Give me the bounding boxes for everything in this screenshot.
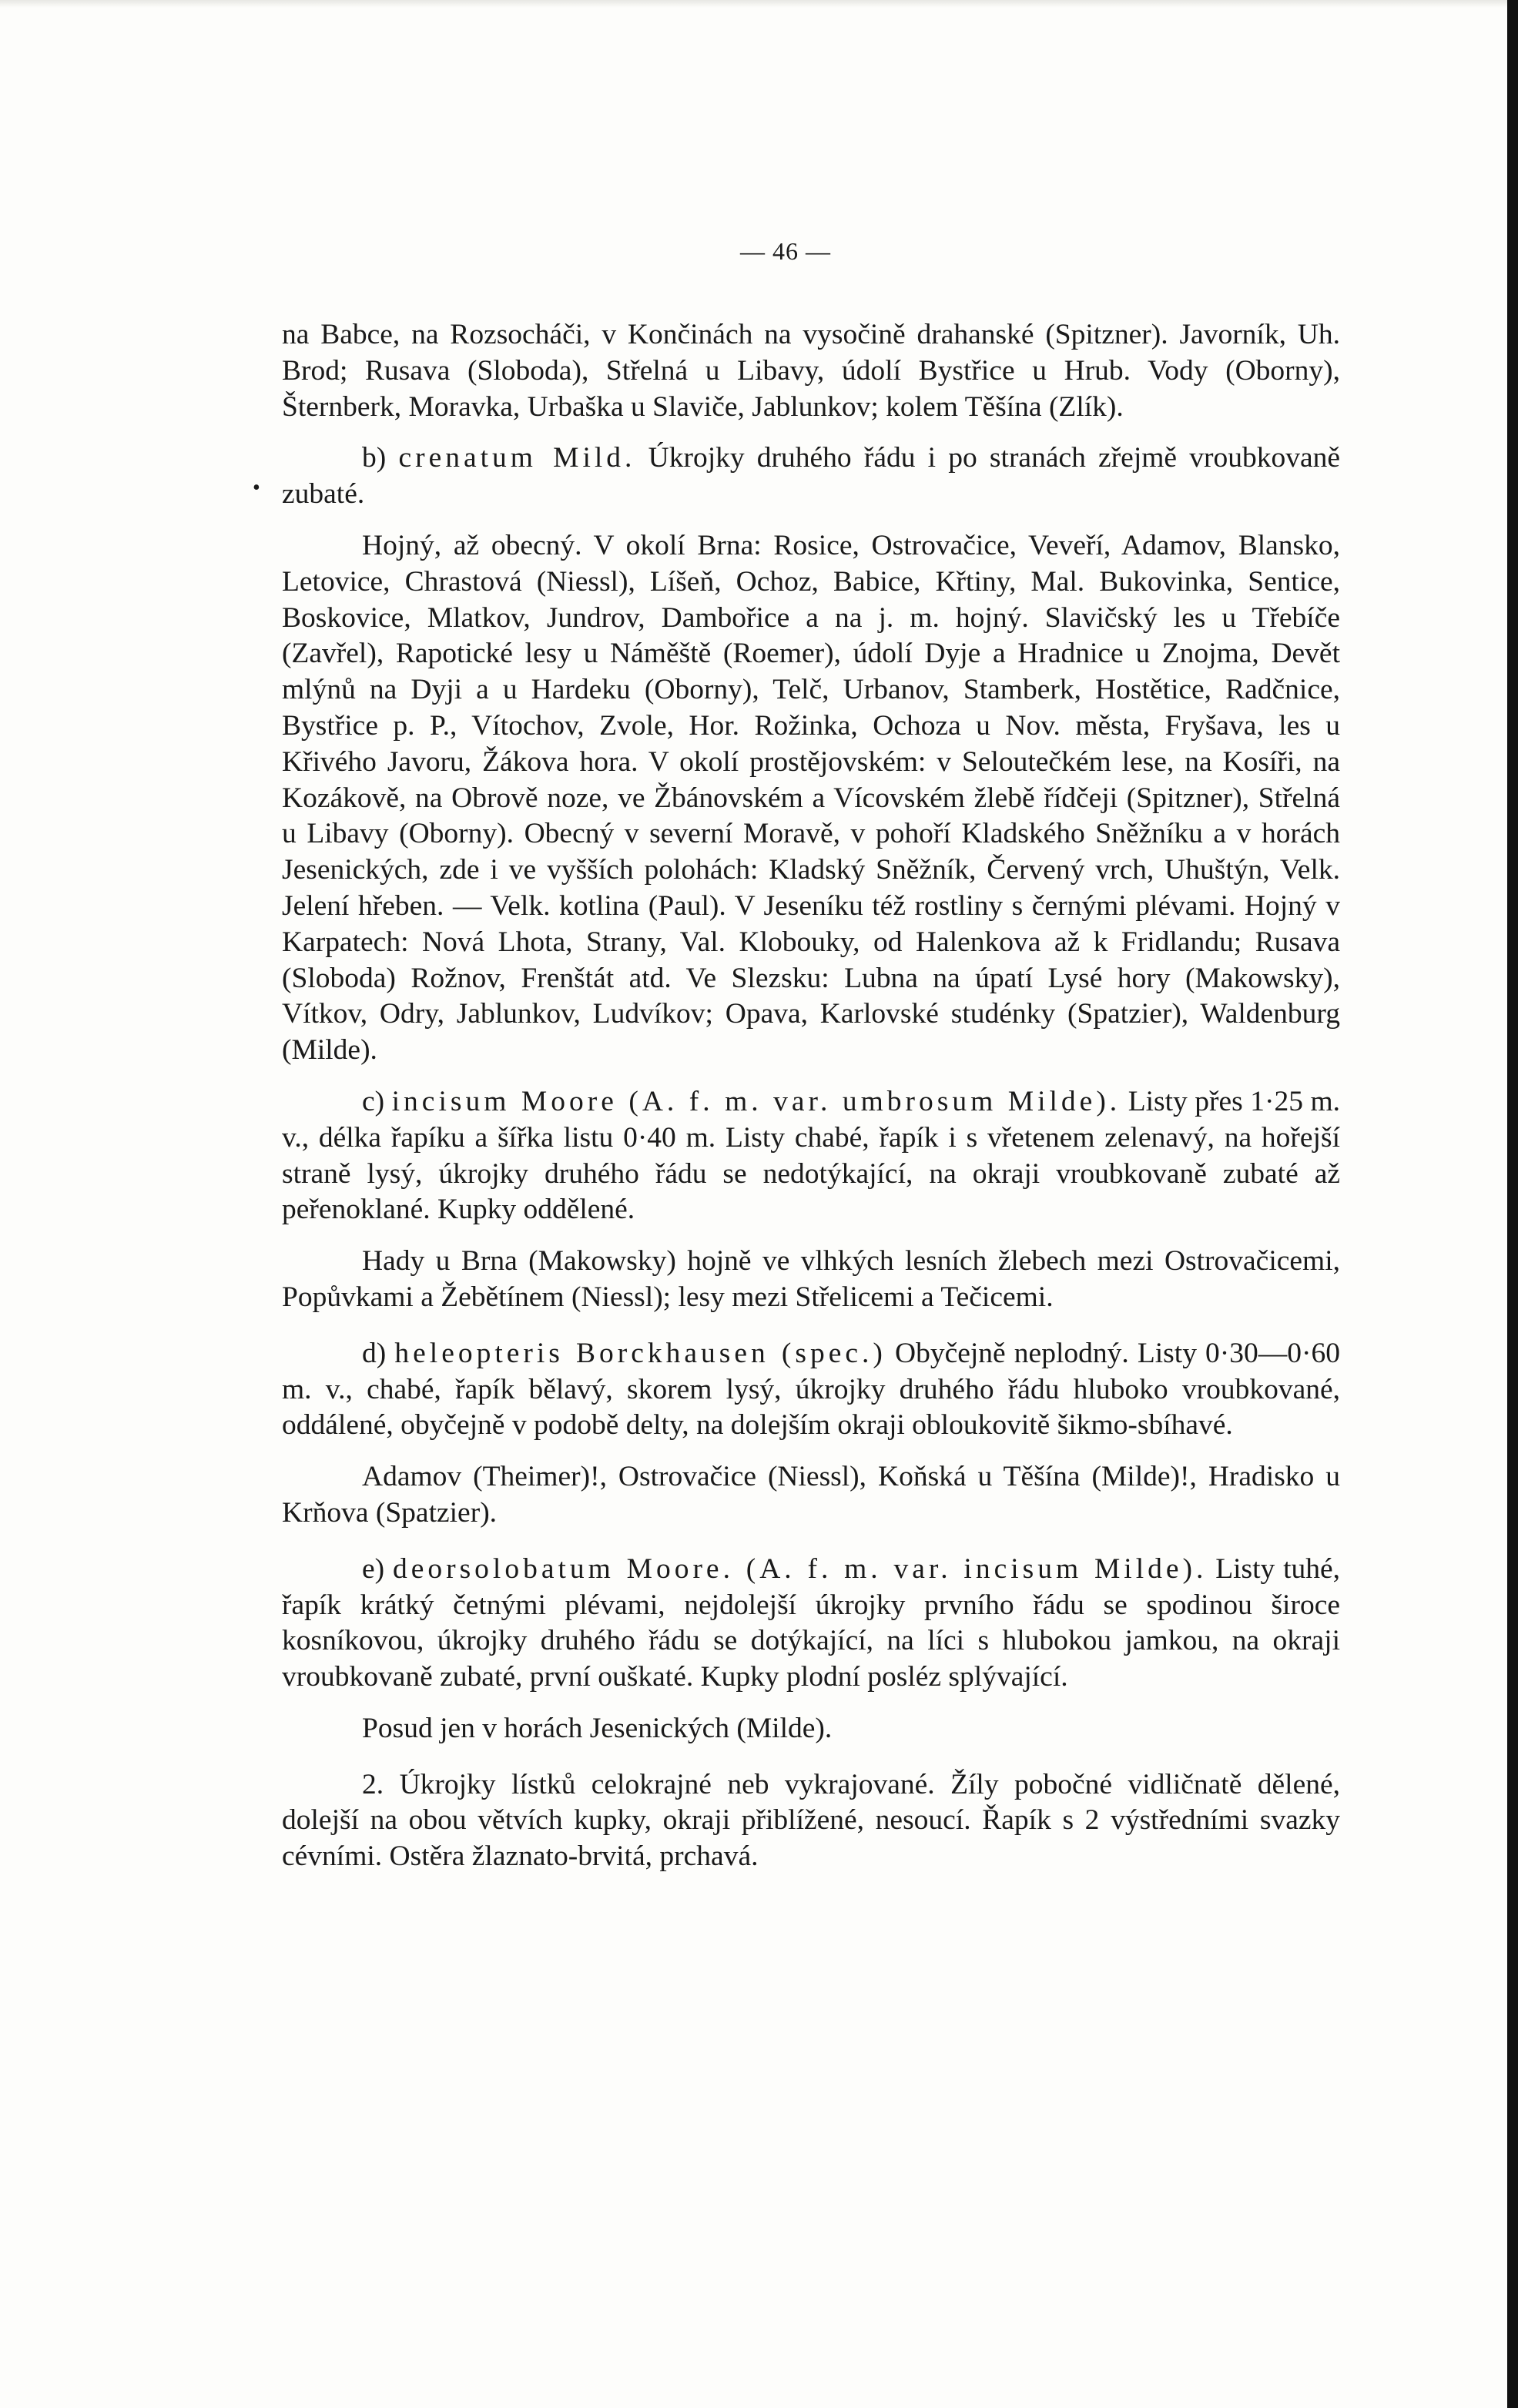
section-description: Úkrojky lístků celokrajné neb vykrajované. Žíly pobočné vidličnatě dělené, dolejší na obou větvích kupky, okraji přiblížené, nesoucí. Řapík s 2 výstředními svazky cévními. Ostěra žlaznato-brvitá, prchavá. [282,1768,1340,1873]
variety-paragraph [282,440,1340,513]
scan-border [1507,0,1518,2408]
taxon-name: deorsolobatum Moore. (A. f. m. var. incisum Milde). [392,1552,1208,1585]
page-number: — 46 — [740,237,831,265]
variety-label: c) [362,1085,385,1117]
variety-description: Obyčejně neplodný. Listy 0·30—0·60 m. v., chabé, řapík bělavý, skorem lysý, úkrojky druhého řádu hluboko vroubkované, oddálené, obyčejně v podobě delty, na dolejším okraji obloukovitě šikmo-sbíhavé. [282,1337,1341,1442]
variety-paragraph [282,1552,1340,1696]
scan-top-edge [0,0,1518,8]
variety-paragraph [282,1084,1340,1228]
body-text [282,317,1340,1875]
section-label: 2. [362,1768,384,1800]
taxon-name: heleopteris Borckhausen (spec.) [394,1337,886,1369]
variety-paragraph [282,1336,1340,1444]
paragraph: Hojný, až obecný. V okolí Brna: Rosice, Ostrovačice, Veveří, Adamov, Blansko, Letovice, Chrastová (Niessl), Líšeň, Ochoz, Babice, Křtiny, Mal. Bukovinka, Sentice, Boskovice, Mlatkov, Jundrov, Dambořice a na j. m. hojný. Slavičský les u Třebíče (Zavřel), Rapotické lesy u Náměště (Roemer), údolí Dyje a Hradnice u Znojma, Devět mlýnů na Dyji a u Hardeku (Oborny), Telč, Urbanov, Stamberk, Hostětice, Radčnice, Bystřice p. P., Vítochov, Zvole, Hor. Rožinka, Ochoza u Nov. města, Fryšava, les u Křivého Javoru, Žákova hora. V okolí prostějovském: v Seloutečkém lese, na Kosíři, na Kozákově, na Obrově noze, ve Žbánovském a Vícovském žlebě řídčeji (Spitzner), Střelná u Libavy (Oborny). Obecný v severní Moravě, v pohoří Kladského Sněžníku a v horách Jesenických, zde i ve vyšších polohách: Kladský Sněžník, Červený vrch, Uhuštýn, Velk. Jelení hřeben. — Velk. kotlina (Paul). V Jeseníku též rostliny s černými plévami. Hojný v Karpatech: Nová Lhota, Strany, Val. Klobouky, od Halenkova až k Fridlandu; Rusava (Sloboda) Rožnov, Frenštát atd. Ve Slezsku: Lubna na úpatí Lysé hory (Makowsky), Vítkov, Odry, Jablunkov, Ludvíkov; Opava, Karlovské studénky (Spatzier), Waldenburg (Milde). [282,529,1340,1067]
paragraph: Adamov (Theimer)!, Ostrovačice (Niessl), Koňská u Těšína (Milde)!, Hradisko u Krňova (Spatzier). [282,1461,1340,1529]
variety-label: b) [362,442,387,474]
variety-label: e) [362,1552,385,1585]
margin-mark: • [253,476,260,500]
variety-label: d) [362,1337,387,1369]
paragraph: Posud jen v horách Jesenických (Milde). [362,1712,833,1744]
section-paragraph [282,1767,1340,1875]
variety-description: Listy přes 1·25 m. v., délka řapíku a šířka listu 0·40 m. Listy chabé, řapík i s vřetenem zelenavý, na hořejší straně lysý, úkrojky druhého řádu se nedotýkající, na okraji vroubkovaně zubaté až peřenoklané. Kupky oddělené. [282,1085,1341,1226]
paragraph: na Babce, na Rozsocháči, v Končinách na vysočině drahanské (Spitzner). Javorník, Uh. Brod; Rusava (Sloboda), Střelná u Libavy, údolí Bystřice u Hrub. Vody (Oborny), Šternberk, Moravka, Urbaška u Slaviče, Jablunkov; kolem Těšína (Zlík). [282,319,1340,423]
variety-description: Listy tuhé, řapík krátký četnými plévami, nejdolejší úkrojky prvního řádu se spodinou široce kosníkovou, úkrojky druhého řádu se dotýkající, na líci s hlubokou jamkou, na okraji vroubkovaně zubaté, první ouškaté. Kupky plodní posléz splývající. [282,1552,1341,1693]
taxon-name: incisum Moore (A. f. m. var. umbrosum Milde). [391,1085,1121,1117]
variety-description: Úkrojky druhého řádu i po stranách zřejmě vroubkovaně zubaté. [282,442,1341,511]
paragraph: Hady u Brna (Makowsky) hojně ve vlhkých lesních žlebech mezi Ostrovačicemi, Popůvkami a Žebětínem (Niessl); lesy mezi Střelicemi a Tečicemi. [282,1245,1340,1313]
taxon-name: crenatum Mild. [398,442,636,474]
